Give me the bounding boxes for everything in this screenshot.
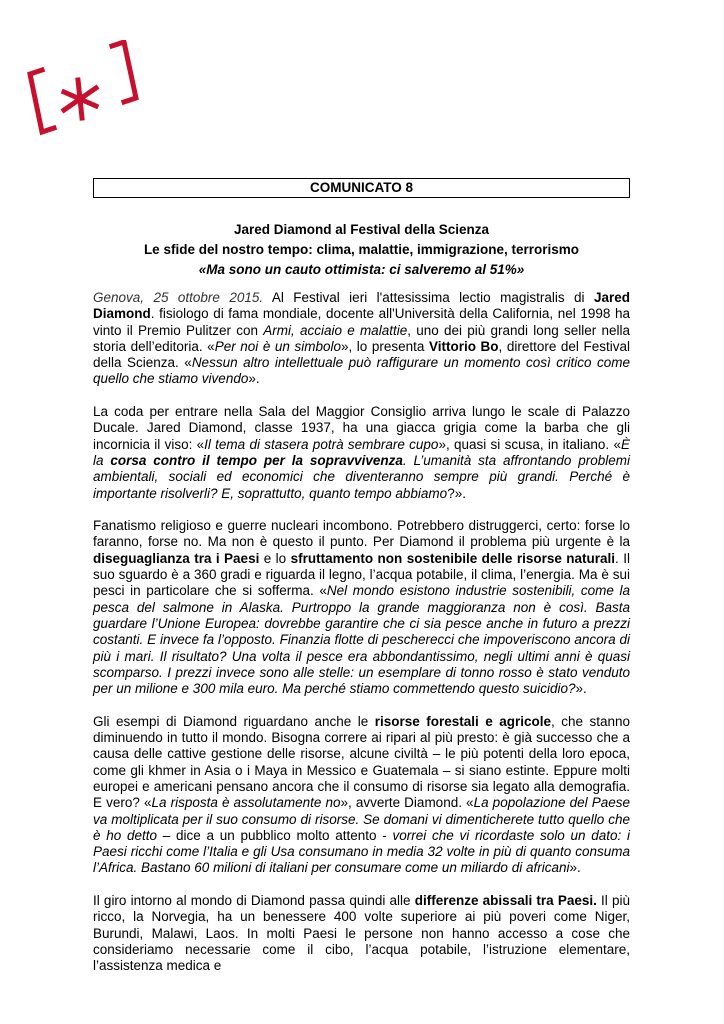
paragraph-4 [93, 714, 630, 877]
text-run: , direttore del Festival della Scienza. « [93, 338, 631, 371]
text-run: ?». [447, 485, 466, 501]
quote: . L’umanità sta affrontando problemi ambientali, sociali ed economici che diventeranno sempre più grandi. Perché è importante risolverli? E, soprattutto, quanto tempo abbiamo [93, 452, 630, 501]
text-run: », lo presenta [340, 338, 429, 354]
headline-block [93, 220, 630, 280]
text-run: e lo [259, 550, 291, 566]
text-run: Gli esempi di Diamond riguardano anche le [93, 713, 375, 729]
text-run: . Il suo sguardo è a 360 gradi e riguarda il legno, l’acqua potabile, il clima, l’energia. Ma è sui pesci in particolare che si sofferma. « [93, 550, 630, 599]
quote: La popolazione del Paese va moltiplicata per il suo consumo di risorse. Se domani vi dimenticherete tutto quello che è ho detto [93, 795, 630, 843]
bold-phrase: differenze abissali tra Paesi. [414, 892, 597, 908]
headline-line-1: Jared Diamond al Festival della Scienza [233, 222, 490, 237]
paragraph-3 [93, 518, 630, 697]
headline-line-2: Le sfide del nostro tempo: clima, malattie, immigrazione, terrorismo [143, 242, 580, 257]
article-body [93, 290, 630, 991]
book-title: Armi, acciaio e malattie [263, 322, 408, 338]
text-run: Al Festival ieri l'attesissima lectio magistralis di [263, 290, 594, 305]
text-run: La coda per entrare nella Sala del Maggior Consiglio arriva lungo le scale di Palazzo Ducale. Jared Diamond, classe 1937, ha una giacca grigia come la barba che gli incornicia il viso: « [93, 404, 630, 452]
paragraph-1 [93, 290, 630, 388]
quote: vorrei che vi ricordaste solo un dato: i Paesi ricchi come l’Italia e gli Usa consumano in media 32 volte in più di quanto consuma l’Africa. Bastano 60 milioni di italiani per consumare come un miliardo di africani [93, 827, 631, 876]
presenter-name: Vittorio Bo [428, 338, 499, 354]
quote: Per noi è un simbolo [214, 338, 341, 354]
logo [20, 40, 140, 140]
text-run: ». [569, 860, 581, 876]
text-run: », avverte Diamond. « [340, 795, 474, 811]
text-run: Fanatismo religioso e guerre nucleari incombono. Potrebbero distruggerci, certo: forse lo faranno, forse no. Ma non è questo il punto. Per Diamond il problema più urgente è la [93, 518, 630, 550]
text-run: Il giro intorno al mondo di Diamond passa quindi alle [93, 892, 415, 908]
quote: È la [93, 436, 630, 468]
quote: Il tema di stasera potrà sembrare cupo [204, 436, 439, 452]
bracket-star-logo-icon [20, 40, 140, 140]
text-run: , uno dei più grandi long seller nella storia dell’editoria. « [93, 322, 630, 354]
headline-quote: «Ma sono un cauto ottimista: ci salveremo al 51%» [198, 262, 525, 277]
text-run: ». [248, 371, 260, 387]
bold-phrase: sfruttamento non sostenibile delle risorse naturali [290, 550, 616, 566]
paragraph-5 [93, 893, 630, 974]
header-label: COMUNICATO 8 [309, 180, 413, 195]
paragraph-2 [93, 404, 630, 502]
bold-phrase: diseguaglianza tra i Paesi [93, 550, 260, 566]
text-run: , che stanno diminuendo in tutto il mondo. Bisogna correre ai ripari al più presto: è già successo che a causa delle cattive gestione delle risorse, alcune civiltà – le più potenti della loro epoca, come gli khmer in Asia o i Maya in Messico e Guatemala – si siano estinte. Eppure molti europei e americani pensano ancora che il consumo di risorse sia legato alla demografia. E vero? « [93, 713, 631, 811]
text-run: . fisiologo di fama mondiale, docente all'Università della California, nel 1998 ha vinto il Premio Pulitzer con [93, 306, 630, 338]
dateline: Genova, 25 ottobre 2015. [93, 290, 264, 305]
quote-emphasis: corsa contro il tempo per la sopravvivenza [110, 452, 403, 468]
speaker-name: Jared Diamond [93, 290, 630, 322]
text-run: – dice a un pubblico molto attento - [157, 827, 393, 843]
text-run: Il più ricco, la Norvegia, ha un benessere 400 volte superiore ai più poveri come Niger, Burundi, Malawi, Laos. In molti Paesi le persone non hanno accesso a cose che consideriamo necessarie come il cibo, l’acqua potabile, l’istruzione elementare, l’assistenza medica e [93, 892, 630, 974]
text-run: », quasi si scusa, in italiano. « [438, 436, 621, 452]
quote: La risposta è assolutamente no [151, 795, 341, 811]
quote: Nessun altro intellettuale può raffigurare un momento così critico come quello che stiamo vivendo [93, 355, 630, 387]
bold-phrase: risorse forestali e agricole [374, 713, 551, 729]
press-release-header [93, 178, 630, 198]
quote: Nel mondo esistono industrie sostenibili, come la pesca del salmone in Alaska. Purtroppo la grande maggioranza non è così. Basta guardare l’Unione Europea: dovrebbe garantire che ci sia pesce anche in futuro a prezzi costanti. E invece fa l’opposto. Finanzia flotte di pescherecci che impoveriscono ancora di più i mari. Il risultato? Una volta il pesce era abbondantissimo, negli ultimi anni è quasi scomparso. I prezzi invece sono alle stelle: un esemplare di tonno rosso è stato venduto per un milione e 300 mila euro. Ma perché stiamo commettendo questo suicidio? [93, 583, 630, 697]
text-run: ». [575, 681, 587, 697]
